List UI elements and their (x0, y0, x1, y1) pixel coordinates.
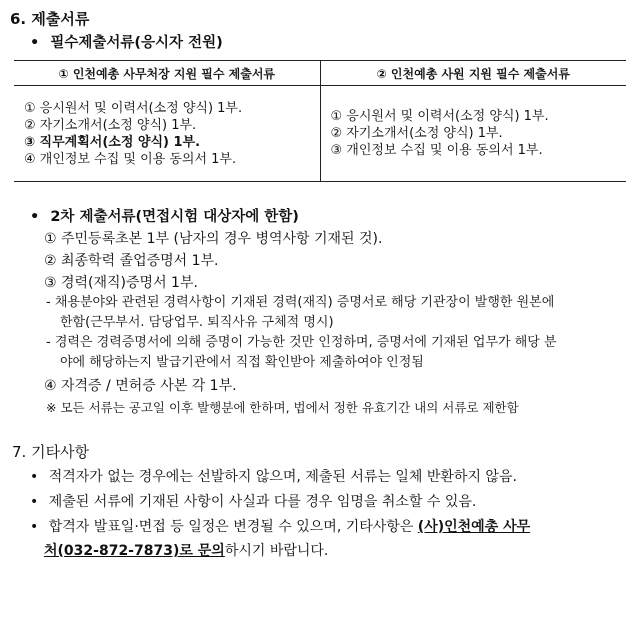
list-item-text: 적격자가 없는 경우에는 선발하지 않으며, 제출된 서류는 일체 반환하지 않음. (48, 469, 517, 485)
bullet: • (30, 519, 39, 535)
list-item (30, 516, 530, 536)
list-item: ④ 자격증 / 면허증 사본 각 1부. (44, 378, 237, 394)
table-body-row (14, 86, 626, 182)
bullet: • (30, 35, 40, 51)
second-docs-heading (30, 205, 299, 226)
career-note2-line2: 야에 해당하는지 발급기관에서 직접 확인받아 제출하여야 인정됨 (60, 355, 424, 370)
required-docs-title: 필수제출서류(응시자 전원) (50, 35, 223, 51)
bullet: • (30, 209, 40, 225)
list-item: ③ 직무계획서(소정 양식) 1부. (24, 134, 201, 150)
list-item-continuation (44, 540, 328, 560)
staff-docs-cell (320, 86, 626, 182)
list-item-text: 제출된 서류에 기재된 사항이 사실과 다를 경우 임명을 취소할 수 있음. (48, 494, 477, 510)
list-item: ① 응시원서 및 이력서(소정 양식) 1부. (330, 109, 549, 124)
section-6-title: 6. 제출서류 (10, 10, 90, 28)
career-note2-line1: - 경력은 경력증명서에 의해 증명이 가능한 것만 인정하며, 증명서에 기재된 업무가 해당 분 (46, 335, 557, 350)
list-item: ② 자기소개서(소정 양식) 1부. (24, 117, 197, 133)
list-item: ① 주민등록초본 1부 (남자의 경우 병역사항 기재된 것). (44, 231, 383, 247)
list-item: ③ 개인정보 수집 및 이용 동의서 1부. (330, 143, 543, 158)
list-item-text: 합격자 발표일·면접 등 일정은 변경될 수 있으며, 기타사항은 (48, 519, 418, 535)
second-docs-title: 2차 제출서류(면접시험 대상자에 한함) (50, 209, 299, 225)
career-note-line2: 한함(근무부서. 담당업무. 퇴직사유 구체적 명시) (60, 315, 334, 330)
career-note-line1: - 채용분야와 관련된 경력사항이 기재된 경력(재직) 증명서로 해당 기관장이 발행한 원본에 (46, 295, 555, 310)
section-7-title: 7. 기타사항 (12, 443, 90, 461)
table-header-row (14, 61, 626, 86)
table-header-staff: ② 인천예총 사원 지원 필수 제출서류 (320, 61, 626, 86)
contact-link[interactable]: 처(032-872-7873)로 문의 (44, 543, 225, 559)
bullet: • (30, 494, 39, 510)
validity-note: ※ 모든 서류는 공고일 이후 발행분에 한하며, 법에서 정한 유효기간 내의 서류로 제한함 (46, 400, 519, 415)
required-docs-heading (30, 31, 223, 52)
table-header-director: ① 인천예총 사무처장 지원 필수 제출서류 (14, 61, 320, 86)
list-item: ② 자기소개서(소정 양식) 1부. (330, 126, 503, 141)
contact-link[interactable]: (사)인천예총 사무 (417, 519, 531, 535)
list-item (30, 466, 517, 486)
list-item (30, 491, 476, 511)
list-item: ① 응시원서 및 이력서(소정 양식) 1부. (24, 100, 243, 116)
bullet: • (30, 469, 39, 485)
required-docs-table (14, 60, 626, 182)
list-item: ④ 개인정보 수집 및 이용 동의서 1부. (24, 151, 237, 167)
list-item: ② 최종학력 졸업증명서 1부. (44, 253, 219, 269)
list-item-text: 하시기 바랍니다. (224, 543, 329, 559)
director-docs-cell (14, 86, 320, 182)
list-item: ③ 경력(재직)증명서 1부. (44, 275, 198, 291)
